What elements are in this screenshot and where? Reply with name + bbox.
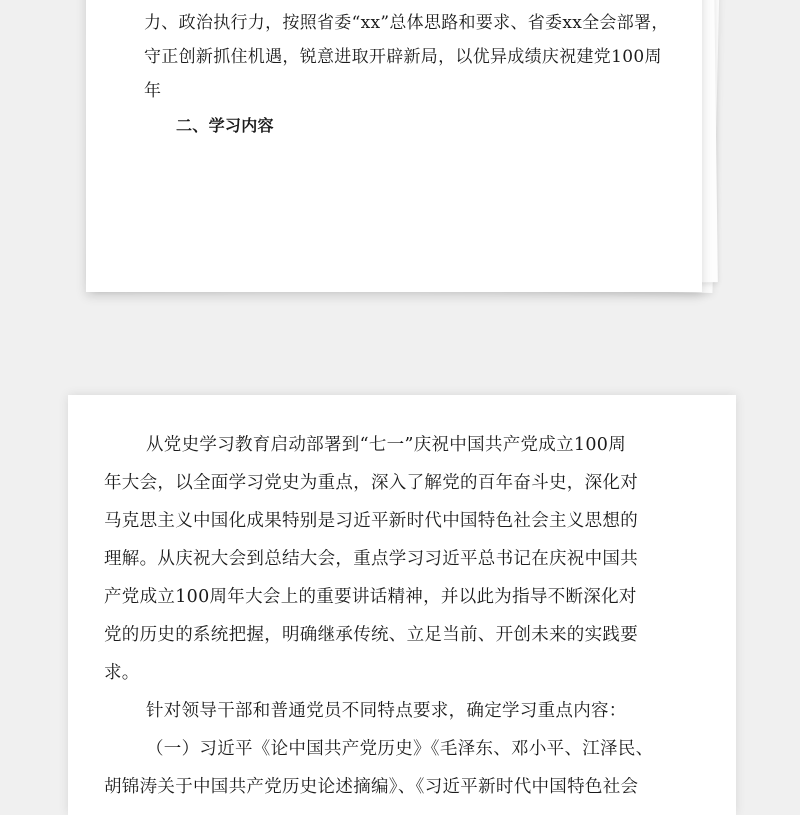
paragraph-line: 年大会，以全面学习党史为重点，深入了解党的百年奋斗史，深化对 — [104, 473, 638, 493]
paragraph-line: 从党史学习教育启动部署到“七一”庆祝中国共产党成立100周 — [146, 435, 626, 455]
document-page-bottom — [68, 395, 736, 815]
paragraph-line: 求。 — [104, 663, 140, 683]
paragraph-line: 年 — [144, 81, 162, 101]
document-page-top — [86, 0, 702, 292]
section-heading: 二、学习内容 — [176, 116, 274, 135]
paragraph-line: 守正创新抓住机遇，锐意进取开辟新局，以优异成绩庆祝建党100周 — [144, 47, 662, 67]
paragraph-line: 党的历史的系统把握，明确继承传统、立足当前、开创未来的实践要 — [104, 625, 638, 645]
paragraph-line: 力、政治执行力，按照省委“xx”总体思路和要求、省委xx全会部署， — [144, 13, 669, 33]
list-item-line: （一）习近平《论中国共产党历史》《毛泽东、邓小平、江泽民、 — [146, 739, 654, 759]
paragraph-line: 马克思主义中国化成果特别是习近平新时代中国特色社会主义思想的 — [104, 511, 638, 531]
list-item-line: 胡锦涛关于中国共产党历史论述摘编》、《习近平新时代中国特色社会 — [104, 777, 639, 797]
paragraph-line: 针对领导干部和普通党员不同特点要求，确定学习重点内容： — [146, 701, 627, 721]
paragraph-line: 产党成立100周年大会上的重要讲话精神，并以此为指导不断深化对 — [104, 587, 637, 607]
paragraph-line: 理解。从庆祝大会到总结大会，重点学习习近平总书记在庆祝中国共 — [104, 549, 638, 569]
